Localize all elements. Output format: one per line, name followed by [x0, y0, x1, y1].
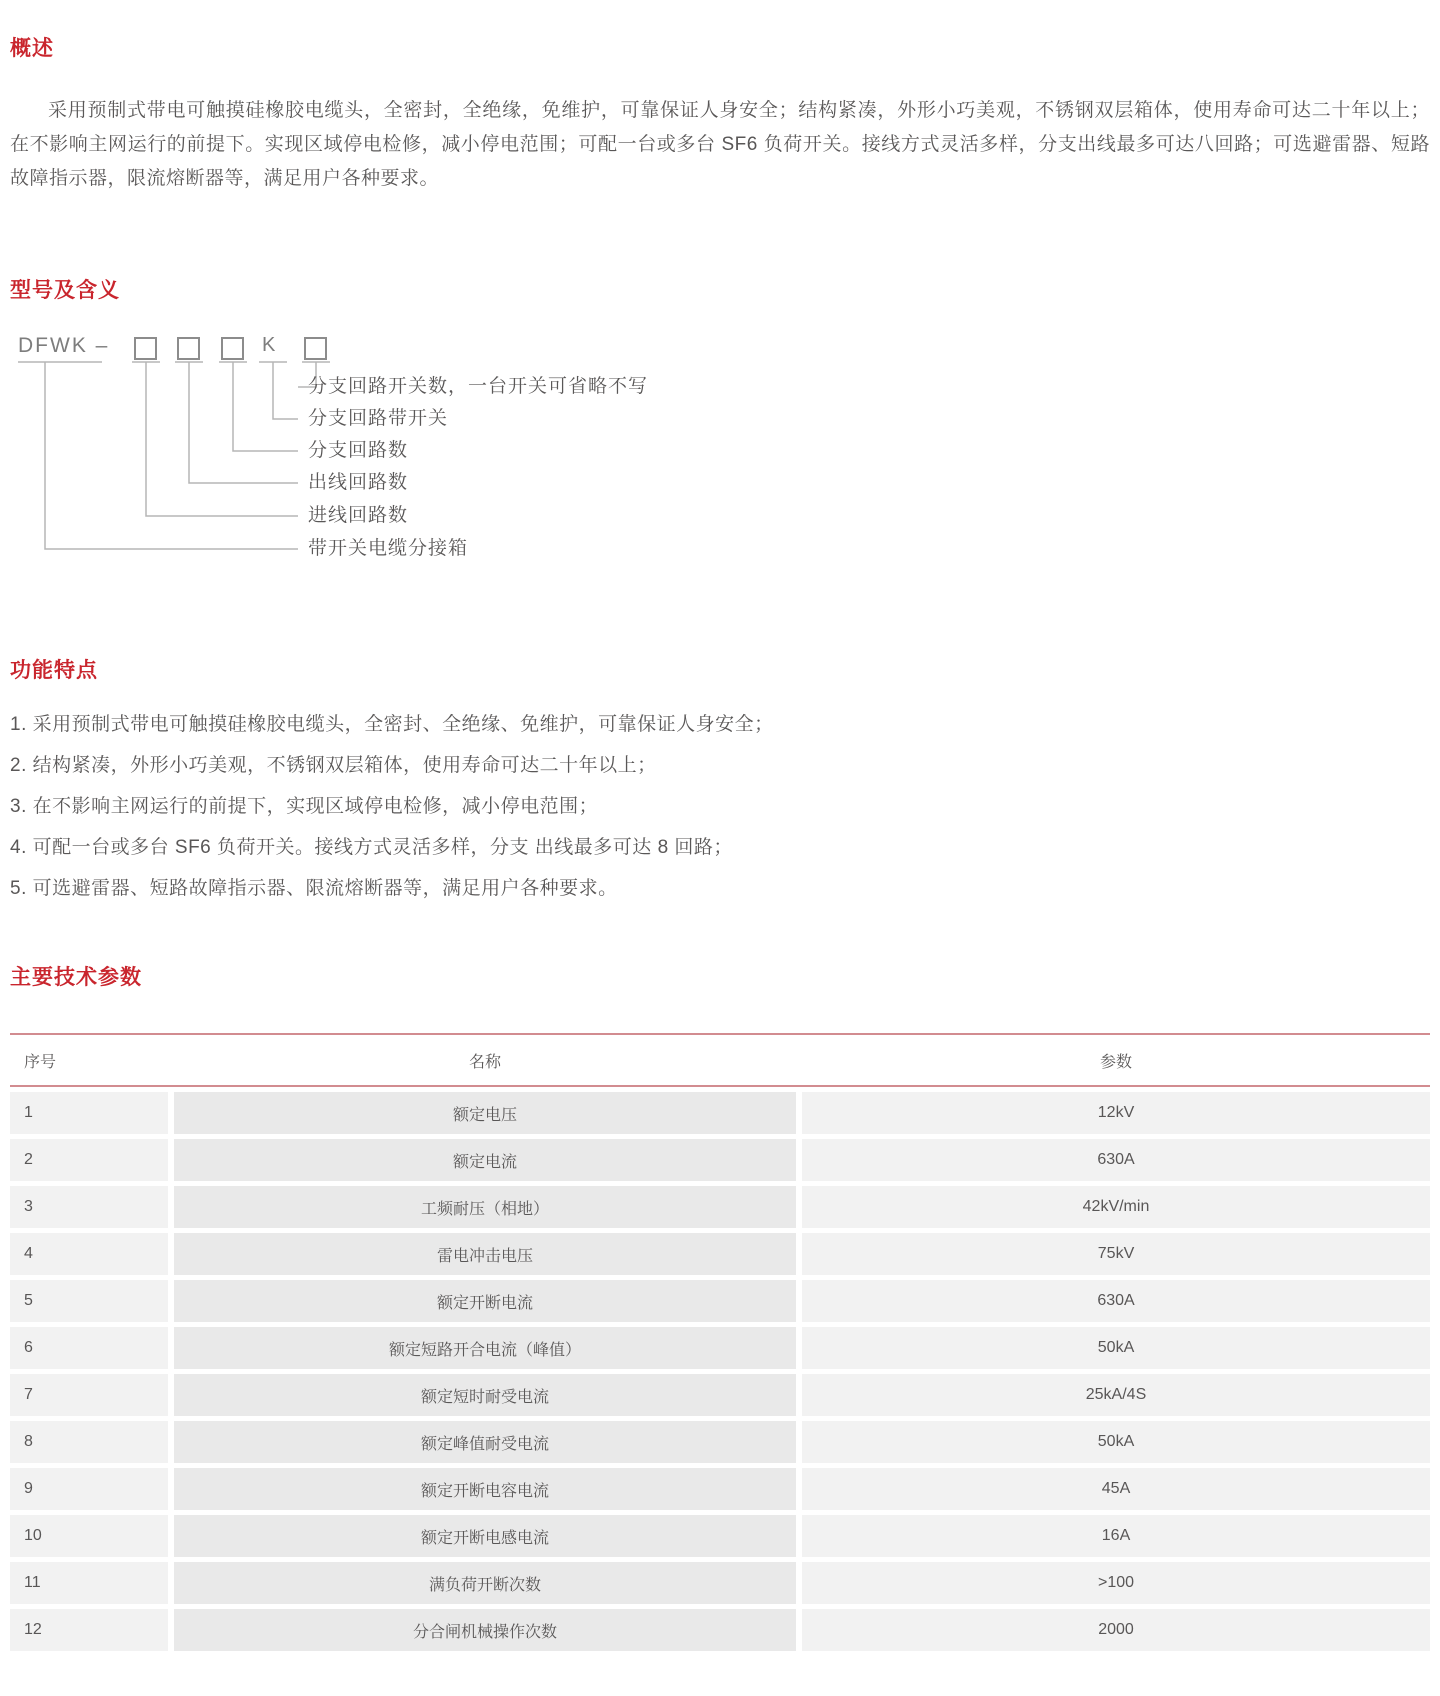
model-label-incoming-circuits: 进线回路数 [308, 505, 409, 526]
cell-name: 额定开断电容电流 [174, 1468, 796, 1510]
model-label-outgoing-circuits: 出线回路数 [308, 472, 409, 493]
cell-value: 2000 [802, 1609, 1430, 1651]
cell-index: 2 [10, 1139, 168, 1181]
table-header-row [10, 1033, 1430, 1087]
section-heading-model: 型号及含义 [10, 279, 120, 302]
model-box-incoming [134, 337, 157, 360]
model-label-branch-with-switch: 分支回路带开关 [308, 408, 449, 429]
cell-name: 额定开断电流 [174, 1280, 796, 1322]
model-label-branch-circuits: 分支回路数 [308, 440, 409, 461]
cell-value: 12kV [802, 1092, 1430, 1134]
cell-name: 额定电流 [174, 1139, 796, 1181]
cell-name: 满负荷开断次数 [174, 1562, 796, 1604]
model-label-cable-box: 带开关电缆分接箱 [308, 538, 469, 559]
params-table [10, 1033, 1430, 1651]
cell-index: 9 [10, 1468, 168, 1510]
cell-name: 工频耐压（相地） [174, 1186, 796, 1228]
cell-name: 额定短时耐受电流 [174, 1374, 796, 1416]
section-heading-overview: 概述 [10, 37, 54, 60]
cell-name: 雷电冲击电压 [174, 1233, 796, 1275]
model-code-diagram [10, 334, 1010, 574]
cell-value: 630A [802, 1280, 1430, 1322]
cell-index: 3 [10, 1186, 168, 1228]
cell-index: 4 [10, 1233, 168, 1275]
table-header-name: 名称 [468, 1053, 501, 1071]
cell-name: 额定短路开合电流（峰值） [174, 1327, 796, 1369]
cell-value: >100 [802, 1562, 1430, 1604]
model-k-char: K [262, 334, 276, 356]
cell-value: 50kA [802, 1421, 1430, 1463]
section-heading-features: 功能特点 [10, 659, 98, 682]
feature-item: 5. 可选避雷器、短路故障指示器、限流熔断器等，满足用户各种要求。 [10, 878, 618, 899]
section-heading-params: 主要技术参数 [10, 966, 142, 989]
table-header-index: 序号 [24, 1053, 57, 1071]
cell-value: 25kA/4S [802, 1374, 1430, 1416]
cell-name: 额定峰值耐受电流 [174, 1421, 796, 1463]
model-box-outgoing [177, 337, 200, 360]
cell-index: 10 [10, 1515, 168, 1557]
cell-value: 45A [802, 1468, 1430, 1510]
cell-value: 50kA [802, 1327, 1430, 1369]
table-body [10, 1092, 1430, 1651]
cell-name: 分合闸机械操作次数 [174, 1609, 796, 1651]
feature-item: 4. 可配一台或多台 SF6 负荷开关。接线方式灵活多样，分支 出线最多可达 8 回路； [10, 837, 733, 858]
cell-value: 42kV/min [802, 1186, 1430, 1228]
cell-name: 额定开断电感电流 [174, 1515, 796, 1557]
feature-item: 2. 结构紧凑，外形小巧美观，不锈钢双层箱体，使用寿命可达二十年以上； [10, 755, 657, 776]
cell-name: 额定电压 [174, 1092, 796, 1134]
model-label-branch-switch-count: 分支回路开关数，一台开关可省略不写 [308, 376, 649, 397]
cell-index: 5 [10, 1280, 168, 1322]
table-header-value: 参数 [1099, 1053, 1132, 1071]
overview-paragraph: 采用预制式带电可触摸硅橡胶电缆头，全密封，全绝缘，免维护，可靠保证人身安全；结构紧凑，外形小巧美观，不锈钢双层箱体，使用寿命可达二十年以上；在不影响主网运行的前提下。实现区域停电检修，减小停电范围；可配一台或多台 SF6 负荷开关。接线方式灵活多样，分支出线最多可达八回路；可选避雷器、短路故障指示器，限流熔断器等，满足用户各种要求。 [10, 100, 1430, 189]
cell-index: 7 [10, 1374, 168, 1416]
cell-index: 1 [10, 1092, 168, 1134]
cell-value: 75kV [802, 1233, 1430, 1275]
model-box-branch-switch-count [304, 337, 327, 360]
model-box-branch [221, 337, 244, 360]
cell-value: 16A [802, 1515, 1430, 1557]
feature-item: 1. 采用预制式带电可触摸硅橡胶电缆头，全密封、全绝缘、免维护，可靠保证人身安全； [10, 714, 774, 735]
cell-index: 12 [10, 1609, 168, 1651]
feature-item: 3. 在不影响主网运行的前提下，实现区域停电检修，减小停电范围； [10, 796, 599, 817]
cell-index: 11 [10, 1562, 168, 1604]
cell-index: 8 [10, 1421, 168, 1463]
cell-index: 6 [10, 1327, 168, 1369]
features-list [10, 704, 1430, 909]
model-prefix-text: DFWK – [18, 334, 110, 357]
cell-value: 630A [802, 1139, 1430, 1181]
